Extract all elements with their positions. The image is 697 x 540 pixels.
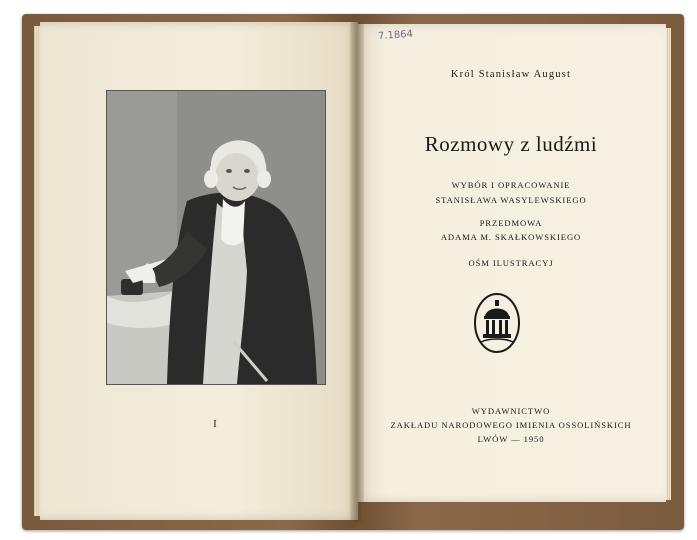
plate-number: I	[213, 418, 217, 430]
selection-label: WYBÓR I OPRACOWANIE	[451, 180, 571, 190]
book-author: Król Stanisław August	[450, 69, 572, 80]
ossolineum-emblem-icon	[473, 292, 521, 354]
publisher-line-2: ZAKŁADU NARODOWEGO IMIENIA OSSOLIŃSKICH	[390, 420, 632, 430]
portrait-plate	[106, 90, 326, 385]
selection-name: STANISŁAWA WASYLEWSKIEGO	[435, 195, 587, 205]
publisher-logo	[473, 292, 521, 354]
book-gutter	[350, 22, 364, 522]
book-title: Rozmowy z ludźmi	[424, 132, 598, 156]
publisher-line-1: WYDAWNICTWO	[471, 406, 551, 416]
preface-name: ADAMA M. SKAŁKOWSKIEGO	[440, 232, 582, 242]
portrait-illustration	[107, 91, 325, 384]
handwritten-note: 7.1864	[377, 28, 414, 43]
preface-label: PRZEDMOWA	[479, 218, 543, 228]
illustrations-count: OŚM ILUSTRACYJ	[468, 258, 554, 268]
publisher-line-3: LWÓW — 1950	[477, 434, 545, 444]
